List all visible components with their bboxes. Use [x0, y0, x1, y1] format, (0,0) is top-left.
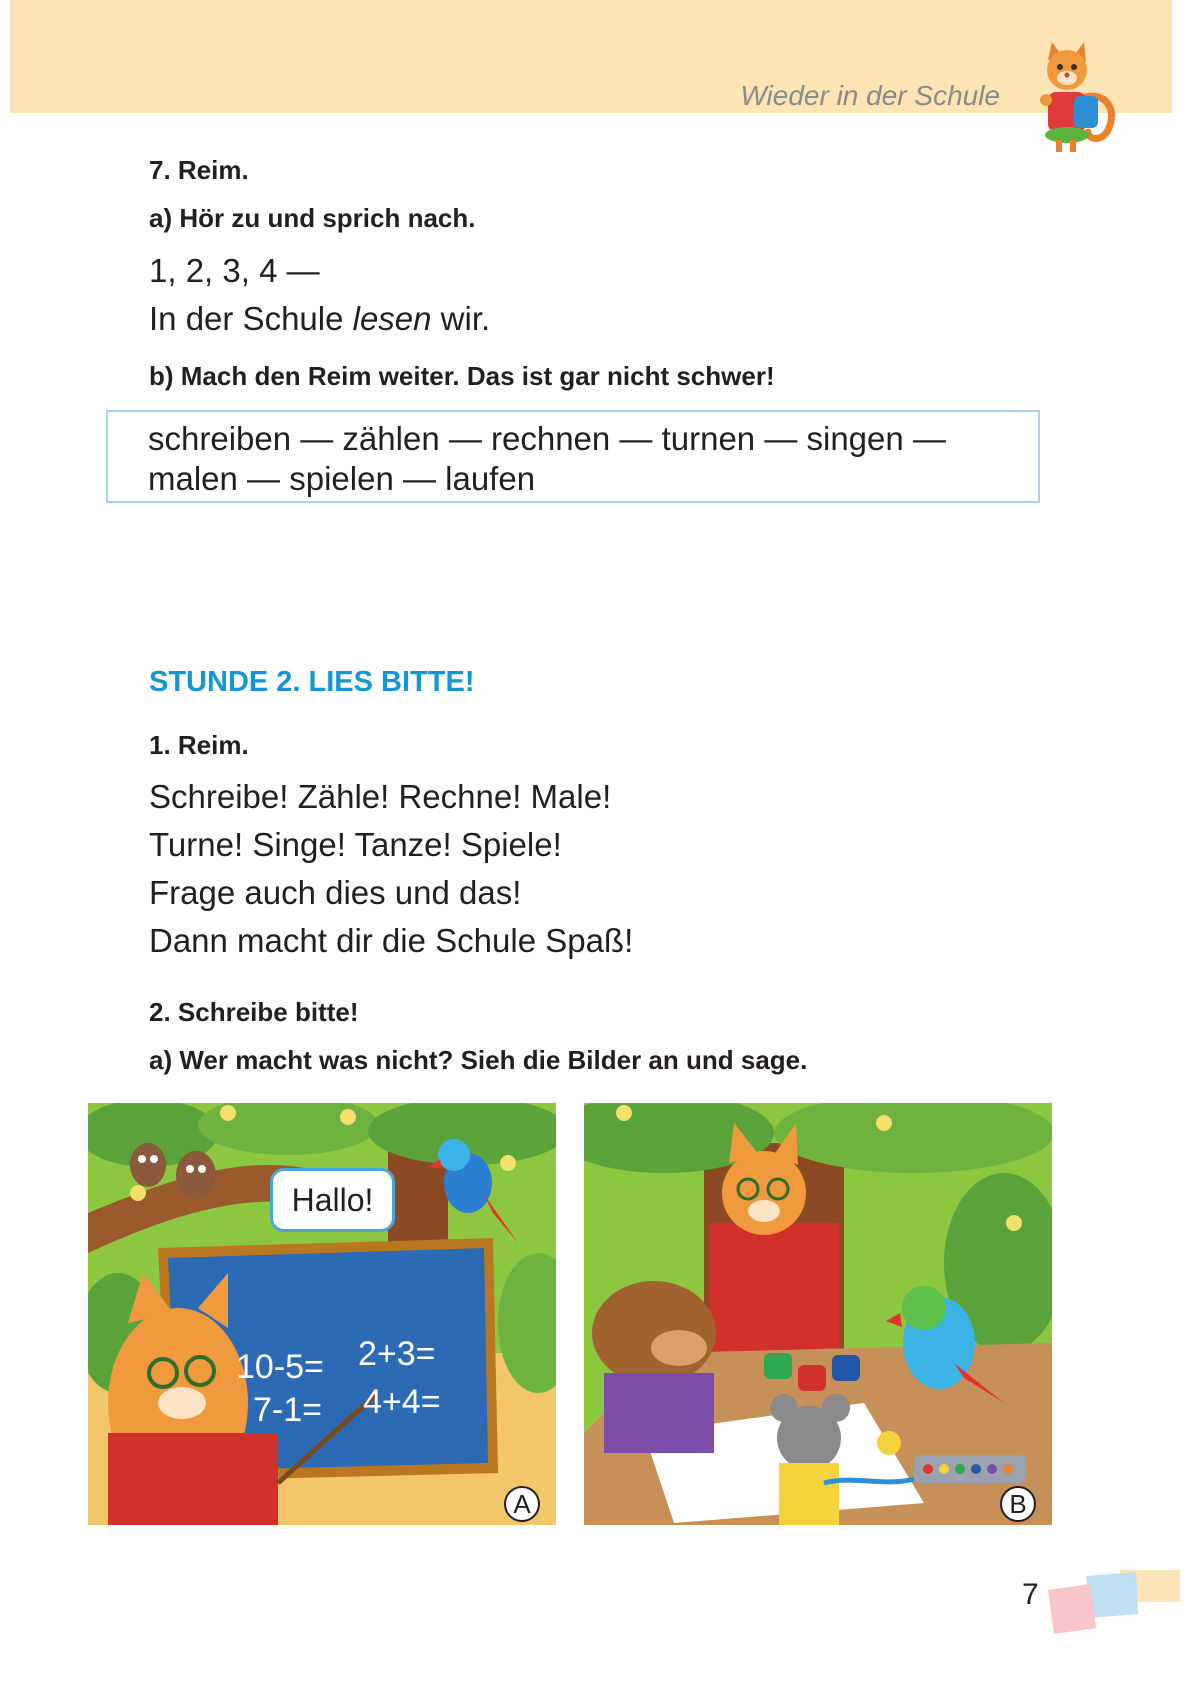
word-box-line-2: malen — spielen — laufen [148, 460, 536, 497]
rhyme-line-2-suffix: wir. [431, 300, 491, 337]
exercise-2a-instruction: a) Wer macht was nicht? Sieh die Bilder an und sage. [149, 1045, 808, 1075]
poem-line: Turne! Singe! Tanze! Spiele! [149, 826, 562, 863]
classroom-blackboard-illustration [88, 1103, 556, 1525]
speech-bubble: Hallo! [270, 1168, 395, 1232]
chapter-title: Wieder in der Schule [740, 80, 1000, 111]
cat-with-backpack-icon [1018, 40, 1128, 155]
picture-a [88, 1103, 556, 1525]
board-equation-1: 10-5= [236, 1348, 324, 1386]
poem-line: Frage auch dies und das! [149, 874, 522, 911]
picture-b-label: B [1000, 1486, 1036, 1522]
classroom-painting-illustration [584, 1103, 1052, 1525]
poem-line: Schreibe! Zähle! Rechne! Male! [149, 778, 612, 815]
lesson-heading: STUNDE 2. LIES BITTE! [149, 666, 475, 698]
rhyme-line-1: 1, 2, 3, 4 — [149, 252, 320, 289]
exercise-7a-instruction: a) Hör zu und sprich nach. [149, 203, 476, 233]
poem-line: Dann macht dir die Schule Spaß! [149, 922, 634, 959]
word-box-line-1: schreiben — zählen — rechnen — turnen — singen — [148, 420, 946, 457]
word-box [106, 410, 1040, 503]
board-equation-2: 2+3= [358, 1335, 436, 1373]
corner-decoration [1040, 1570, 1180, 1640]
exercise-7-title: 7. Reim. [149, 155, 249, 185]
rhyme-line-2-italic: lesen [352, 300, 432, 337]
picture-b [584, 1103, 1052, 1525]
board-equation-3: 7-1= [253, 1391, 322, 1429]
page-number: 7 [1022, 1578, 1039, 1611]
rhyme-line-2 [149, 300, 490, 338]
rhyme-line-2-prefix: In der Schule [149, 300, 353, 337]
exercise-2-title: 2. Schreibe bitte! [149, 997, 359, 1027]
picture-a-label: A [504, 1486, 540, 1522]
exercise-1-title: 1. Reim. [149, 730, 249, 760]
exercise-7b-instruction: b) Mach den Reim weiter. Das ist gar nicht schwer! [149, 361, 775, 391]
board-equation-4: 4+4= [363, 1383, 441, 1421]
